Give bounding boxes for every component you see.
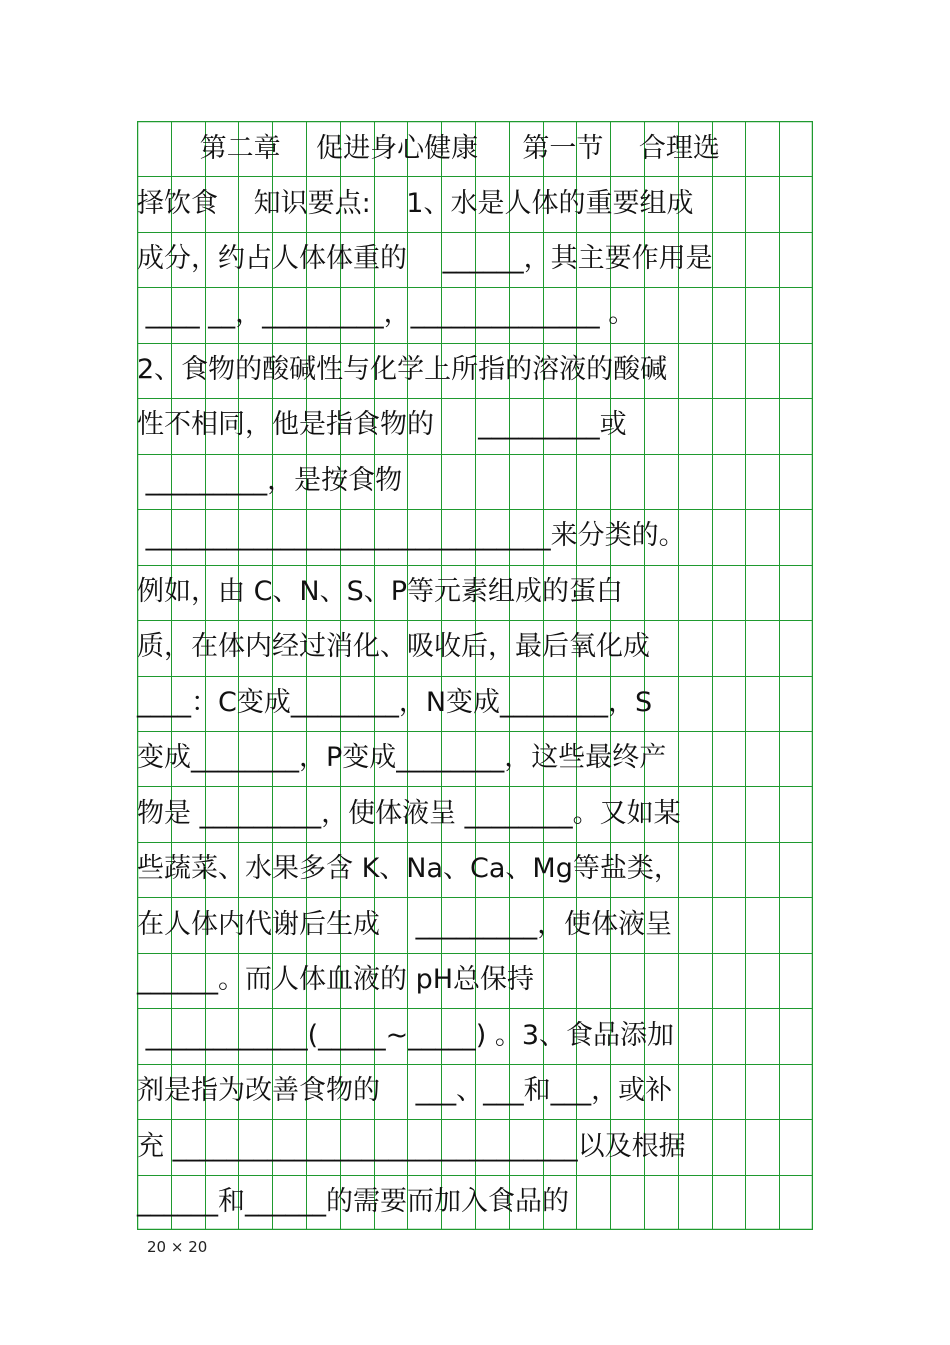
text-line-12: 变成________，P变成________，这些最终产	[137, 742, 667, 773]
text-line-10: 质，在体内经过消化、吸收后，最后氧化成	[137, 631, 650, 662]
text-line-19: 充 ______________________________以及根据	[137, 1131, 686, 1162]
text-line-2: 择饮食 知识要点: 1、水是人体的重要组成	[137, 188, 694, 219]
text-line-11: ____：C变成________，N变成________，S	[137, 687, 653, 718]
text-line-6: 性不相同，他是指食物的 _________或	[137, 409, 627, 440]
text-line-18: 剂是指为改善食物的 ___、___和___，或补	[137, 1075, 673, 1106]
grid-size-footer: 20 × 20	[147, 1238, 208, 1256]
grid-lines	[137, 121, 813, 1230]
text-line-1: 第二章 促进身心健康 第一节 合理选	[137, 133, 720, 164]
text-line-15: 在人体内代谢后生成 _________，使体液呈	[137, 909, 673, 940]
text-line-17: ____________(_____~_____) 。3、食品添加	[137, 1020, 675, 1051]
text-line-8: ______________________________来分类的。	[137, 520, 686, 551]
text-line-20: ______和______的需要而加入食品的	[137, 1186, 569, 1217]
text-line-3: 成分，约占人体体重的 ______，其主要作用是	[137, 243, 713, 274]
text-line-5: 2、食物的酸碱性与化学上所指的溶液的酸碱	[137, 354, 668, 385]
text-line-13: 物是 _________，使体液呈 ________。又如某	[137, 798, 681, 829]
text-line-4: ____ __，_________，______________ 。	[137, 298, 636, 329]
text-line-9: 例如，由 C、N、S、P等元素组成的蛋白	[137, 576, 624, 607]
manuscript-grid-sheet	[137, 121, 813, 1230]
text-line-16: ______。而人体血液的 pH总保持	[137, 964, 535, 995]
text-line-7: _________，是按食物	[137, 465, 403, 496]
text-line-14: 些蔬菜、水果多含 K、Na、Ca、Mg等盐类，	[137, 853, 681, 884]
